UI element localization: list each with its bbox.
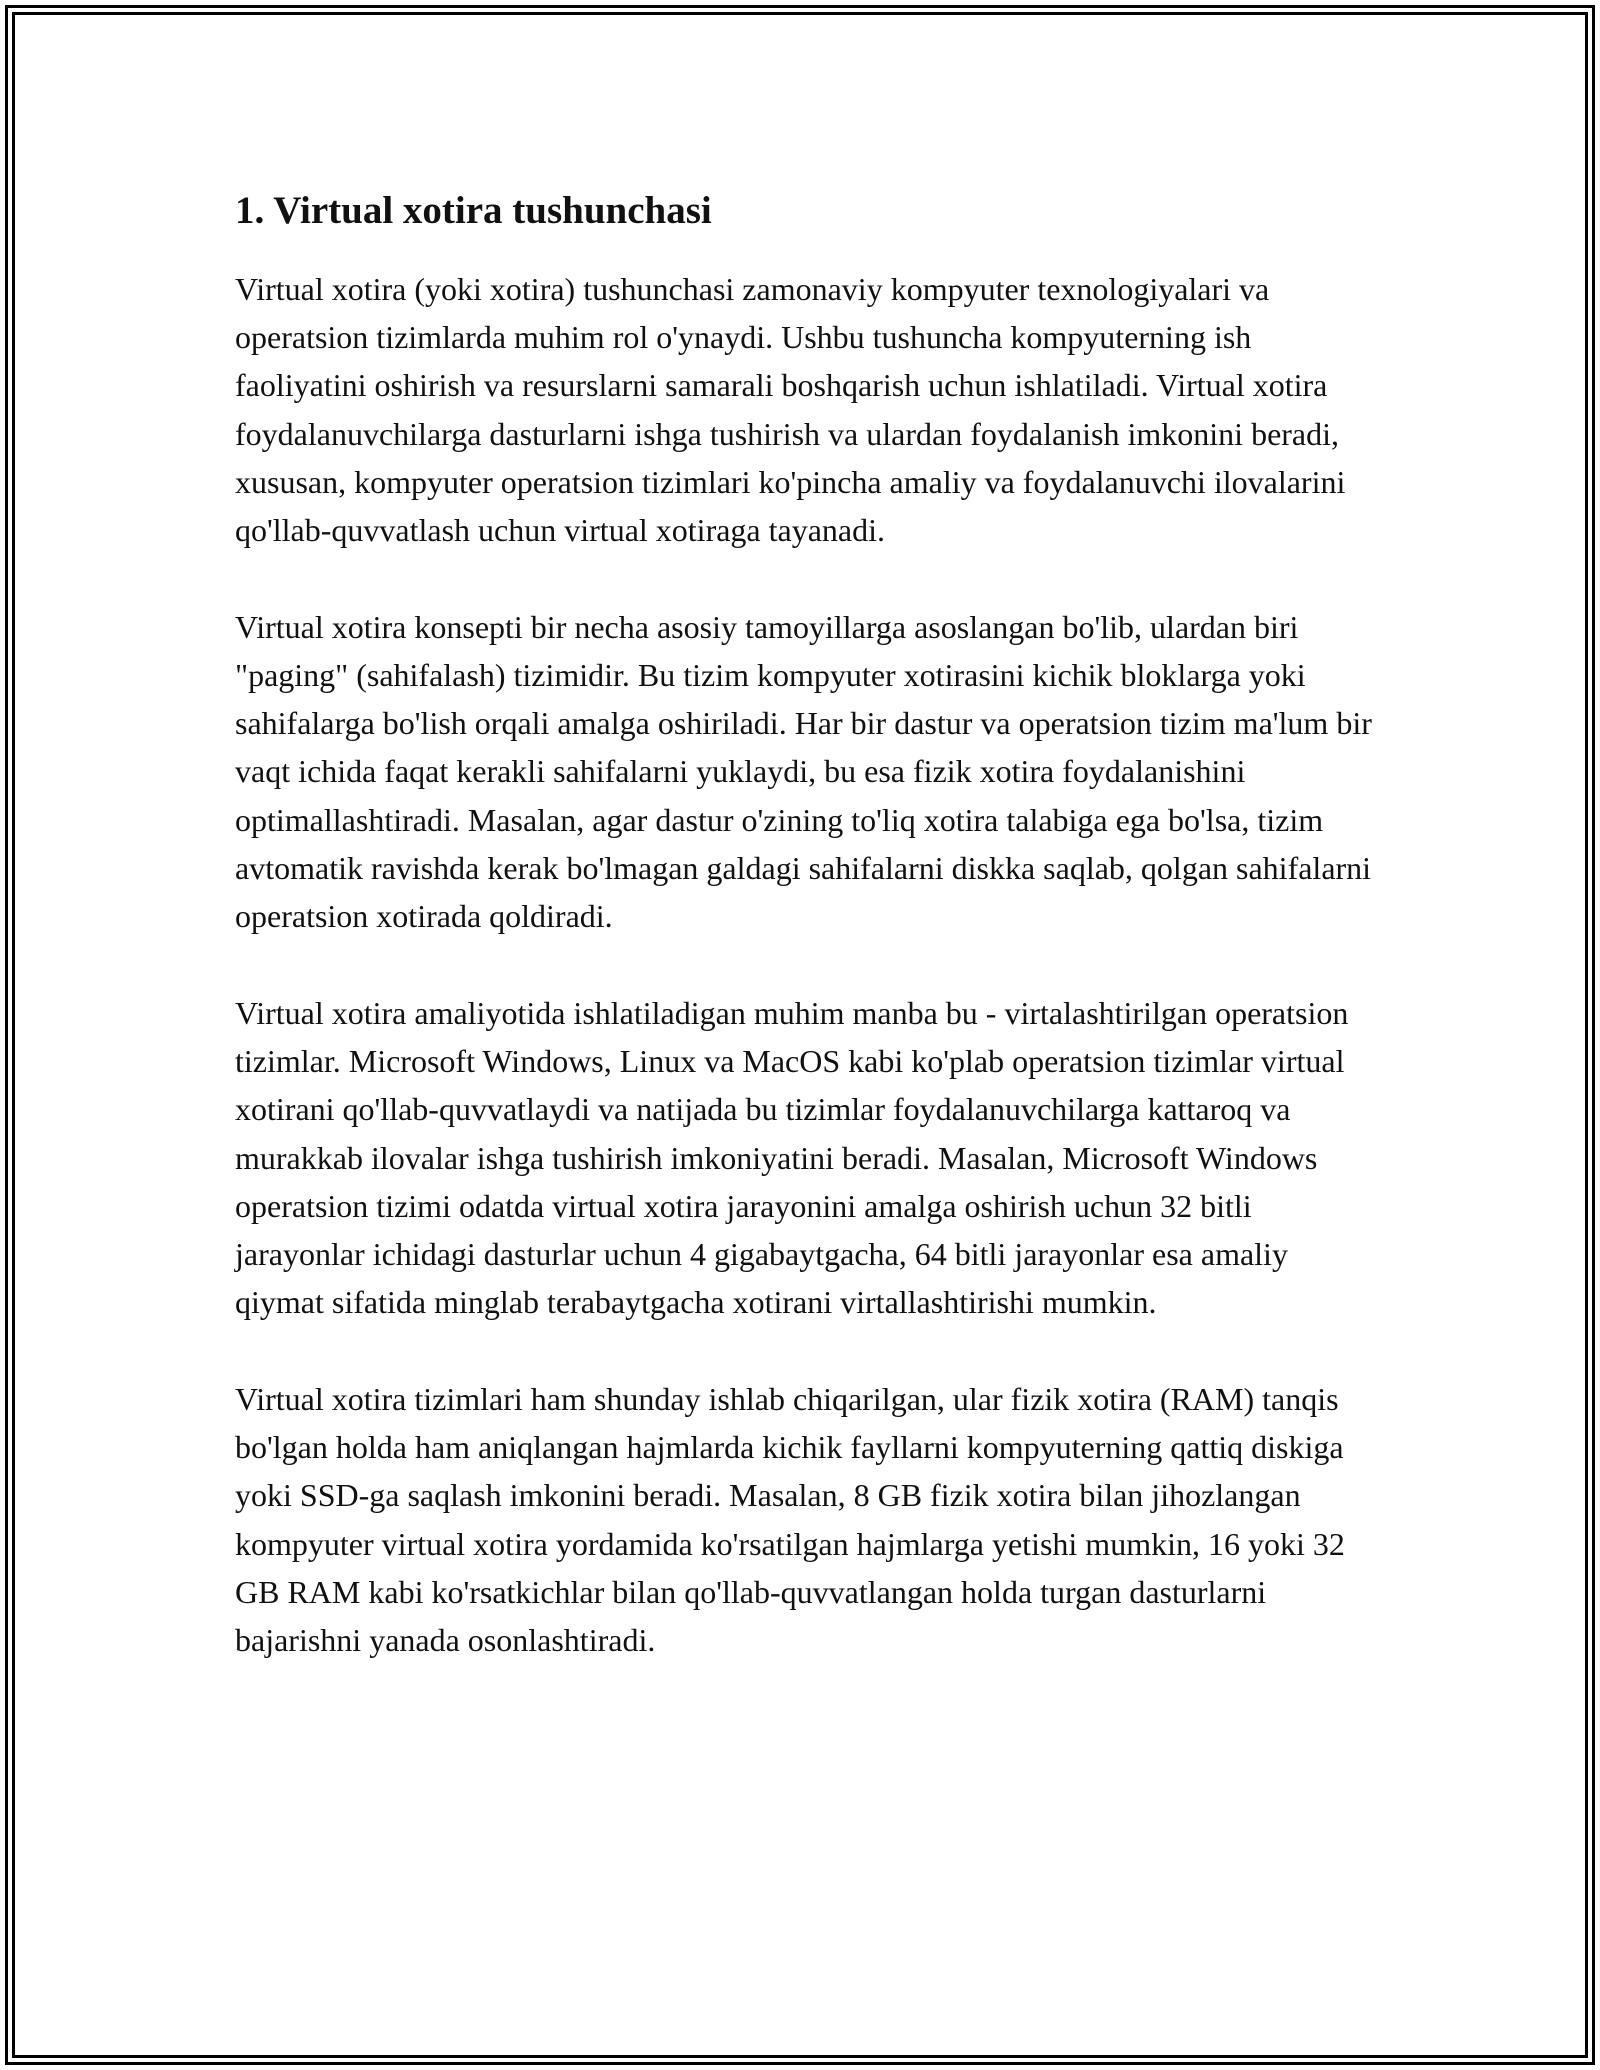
section-heading: 1. Virtual xotira tushunchasi [235, 189, 712, 232]
paragraph-1: Virtual xotira (yoki xotira) tushunchasi zamonaviy kompyuter texnologiyalari va operatsion tizimlarda muhim rol o'ynaydi. Ushbu tushuncha kompyuterning ish faoliyatini oshirish va resurslarni samarali boshqarish uchun ishlatiladi. Virtual xotira foydalanuvchilarga dasturlarni ishga tushirish va ulardan foydalanish imkonini beradi, xususan, kompyuter operatsion tizimlari ko'pincha amaliy va foydalanuvchi ilovalarini qo'llab-quvvatlash uchun virtual xotiraga tayanadi. [235, 270, 1346, 549]
paragraph-4: Virtual xotira tizimlari ham shunday ishlab chiqarilgan, ular fizik xotira (RAM) tanqis bo'lgan holda ham aniqlangan hajmlarda kichik fayllarni kompyuterning qattiq diskiga yoki SSD-ga saqlash imkonini beradi. Masalan, 8 GB fizik xotira bilan jihozlangan kompyuter virtual xotira yordamida ko'rsatilgan hajmlarga yetishi mumkin, 16 yoki 32 GB RAM kabi ko'rsatkichlar bilan qo'llab-quvvatlangan holda turgan dasturlarni bajarishni yanada osonlashtiradi. [235, 1380, 1345, 1659]
paragraph-2: Virtual xotira konsepti bir necha asosiy tamoyillarga asoslangan bo'lib, ulardan biri "paging" (sahifalash) tizimidir. Bu tizim kompyuter xotirasini kichik bloklarga yoki sahifalarga bo'lish orqali amalga oshiriladi. Har bir dastur va operatsion tizim ma'lum bir vaqt ichida faqat kerakli sahifalarni yuklaydi, bu esa fizik xotira foydalanishini optimallashtiradi. Masalan, agar dastur o'zining to'liq xotira talabiga ega bo'lsa, tizim avtomatik ravishda kerak bo'lmagan galdagi sahifalarni diskka saqlab, qolgan sahifalarni operatsion xotirada qoldiradi. [235, 608, 1372, 935]
paragraph-3: Virtual xotira amaliyotida ishlatiladigan muhim manba bu - virtalashtirilgan operatsion tizimlar. Microsoft Windows, Linux va MacOS kabi ko'plab operatsion tizimlar virtual xotirani qo'llab-quvvatlaydi va natijada bu tizimlar foydalanuvchilarga kattaroq va murakkab ilovalar ishga tushirish imkoniyatini beradi. Masalan, Microsoft Windows operatsion tizimi odatda virtual xotira jarayonini amalga oshirish uchun 32 bitli jarayonlar ichidagi dasturlar uchun 4 gigabaytgacha, 64 bitli jarayonlar esa amaliy qiymat sifatida minglab terabaytgacha xotirani virtallashtirishi mumkin. [235, 994, 1349, 1321]
document-body [235, 188, 1375, 1713]
